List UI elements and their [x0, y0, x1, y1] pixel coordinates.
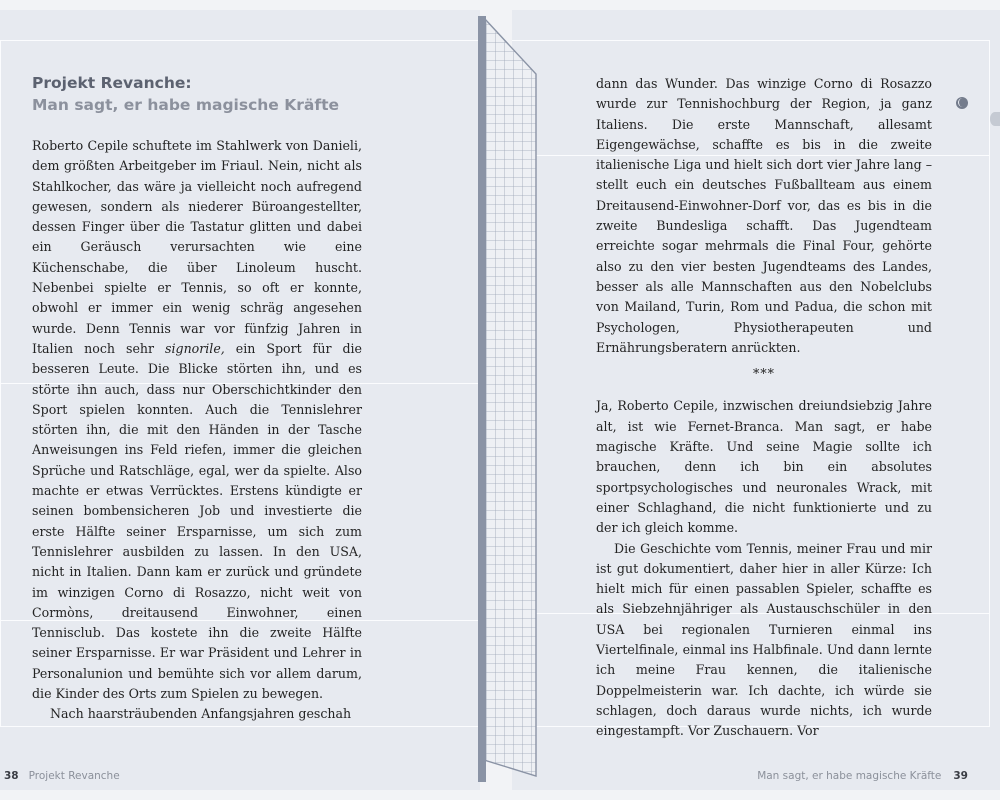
- tennis-ball-shadow: [990, 112, 1000, 126]
- paragraph: Nach haarsträubenden Anfangsjahren geschah: [50, 706, 352, 722]
- court-line: [0, 40, 480, 41]
- page-number: 38: [4, 770, 19, 782]
- court-line: [512, 40, 990, 41]
- court-line: [0, 40, 1, 727]
- running-head: Projekt Revanche: [28, 770, 120, 782]
- tennis-net-icon: [478, 16, 540, 782]
- running-head: Man sagt, er habe magische Kräfte: [757, 770, 942, 782]
- right-column: [596, 74, 932, 742]
- chapter-kicker: Projekt Revanche:: [32, 74, 192, 92]
- paragraph: Roberto Cepile schuftete im Stahlwerk von Danieli, dem größten Arbeitgeber im Friaul. Nein, nicht als Stahlkocher, das wäre ja vielleicht noch aufregend gewesen, sondern als niederer Büroangestellter, dessen Finger über die Tastatur glitten und dabei ein Geräusch verursachten wie eine Küchenschabe, die über Linoleum huscht. Nebenbei spielte er Tennis, so oft er konnte, obwohl er immer ein wenig schräg angesehen wurde. Denn Tennis war vor fünfzig Jahren in Italien noch sehr signorile, ein Sport für die besseren Leute. Die Blicke störten ihn, und es störte ihn auch, dass nur Oberschichtkinder den Sport spielen konnten. Auch die Tennislehrer störten ihn, die mit den Händen in der Tasche Anweisungen ins Feld riefen, immer die gleichen Sprüche und Ratschläge, egal, wer da spielte. Also machte er etwas Verrücktes. Erstens kündigte er seinen bombensicheren Job und investierte die erste Hälfte seiner Ersparnisse, um sich zum Tennislehrer ausbilden zu lassen. In den USA, nicht in Italien. Dann kam er zurück und gründete im winzigen Corno di Rosazzo, nicht weit von Cormòns, dreitausend Einwohner, einen Tennisclub. Das kostete ihn die zweite Hälfte seiner Ersparnisse. Er war Präsident und Lehrer in Personalunion und bemühte sich vor allem darum, die Kinder des Orts zum Spielen zu bewegen.: [32, 138, 362, 702]
- tennis-ball-icon: [956, 97, 968, 109]
- paragraph: Die Geschichte vom Tennis, meiner Frau und mir ist gut dokumentiert, daher hier in aller Kürze: Ich hielt mich für einen passablen Spieler, schaffte es als Siebzehnjähriger als Austauschschüler in den USA bei regionalen Turnieren einmal ins Viertelfinale, einmal ins Halbfinale. Und dann lernte ich meine Frau kennen, die italienische Doppelmeisterin war. Ich dachte, ich würde sie schlagen, doch daraus wurde nichts, ich wurde eingestampft. Vor Zuschauern. Vor: [596, 540, 932, 739]
- court-line: [989, 40, 990, 727]
- footer-right: [757, 770, 968, 782]
- chapter-heading: [32, 72, 432, 116]
- paragraph: dann das Wunder. Das winzige Corno di Rosazzo wurde zur Tennishochburg der Region, ja ganz Italiens. Die erste Mannschaft, allesamt Eigengewächse, schaffte es bis in die zweite italienische Liga und hielt sich dort vier Jahre lang – stellt euch ein deutsches Fußballteam aus einem Dreitausend-Einwohner-Dorf vor, das es bis in die zweite Bundesliga schafft. Das Jugendteam erreichte sogar mehrmals die Final Four, gehörte also zu den vier besten Jugendteams des Landes, besser als alle Mannschaften aus den Nobelclubs von Mailand, Turin, Rom und Padua, die schon mit Psychologen, Physiotherapeuten und Ernährungsberatern anrückten.: [596, 76, 932, 355]
- section-separator: ***: [753, 366, 775, 382]
- paragraph: Ja, Roberto Cepile, inzwischen dreiundsiebzig Jahre alt, ist wie Fernet-Branca. Man sagt, er habe magische Kräfte. Und seine Magie sollte ich brauchen, denn ich bin ein absolutes sportpsychologisches und neuronales Wrack, mit einer Schlaghand, die nicht funktionierte und zu der ich gleich komme.: [596, 398, 932, 536]
- page-number: 39: [953, 770, 968, 782]
- chapter-title: Man sagt, er habe magische Kräfte: [32, 96, 339, 114]
- left-column: [32, 136, 362, 725]
- court-line: [0, 726, 480, 727]
- footer-left: [4, 770, 120, 782]
